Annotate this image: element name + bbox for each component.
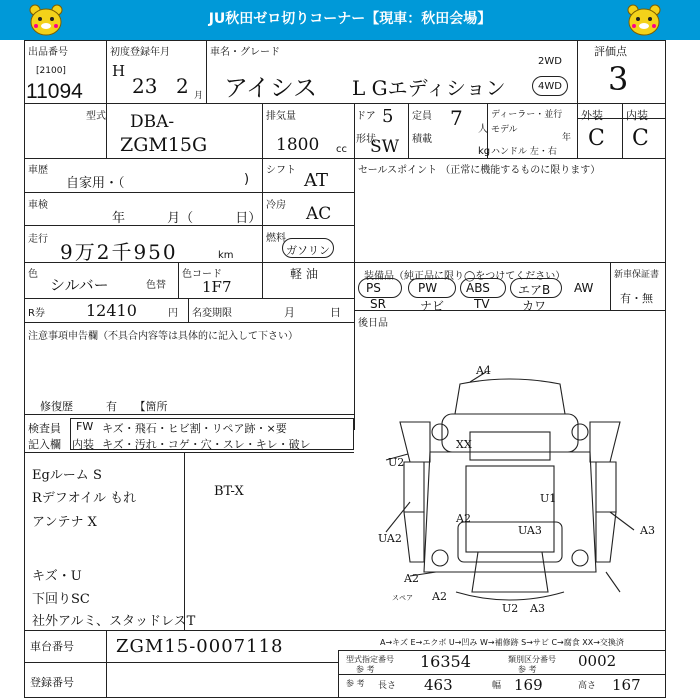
color-code-value: 1F7 — [202, 278, 232, 296]
grid-line — [354, 310, 666, 311]
inspector-prefix: FW — [76, 420, 94, 433]
width-label: 幅 — [492, 681, 502, 691]
grid-line — [24, 103, 666, 104]
chassis-label: 車台番号 — [30, 640, 74, 653]
grid-line — [206, 40, 207, 103]
inspection-value: 年 月（ 日） — [112, 211, 262, 226]
capacity-value: 7 — [450, 106, 463, 130]
equipment-aw: AW — [574, 281, 594, 295]
equipment-navi: ナビ — [420, 299, 445, 313]
grid-line — [24, 452, 354, 453]
fuel-gasoline: ガソリン — [286, 244, 330, 257]
damage-mark: A4 — [476, 364, 491, 377]
class-category-label: 類別区分番号 — [508, 655, 556, 664]
note-line: キズ・U — [32, 569, 82, 584]
new-warranty-options: 有・無 — [620, 292, 653, 305]
spare-label: スペア — [392, 594, 413, 602]
damage-mark: A2 — [404, 572, 419, 585]
month-unit: 月 — [194, 91, 204, 101]
mileage-unit: km — [218, 250, 234, 261]
name-change-month: 月 — [284, 306, 295, 319]
damage-mark: U2 — [388, 456, 405, 469]
reg-label: 登録番号 — [30, 676, 74, 689]
interior-label: 内装 — [626, 109, 648, 122]
width-value: 169 — [514, 676, 543, 694]
shape-label: 形状 — [356, 134, 376, 145]
grid-line — [24, 192, 354, 193]
chassis-value: ZGM15-0007118 — [116, 636, 284, 657]
grid-line — [262, 103, 263, 158]
color-swap-label: 色替 — [146, 280, 166, 291]
damage-mark: U2 — [502, 602, 519, 615]
damage-mark: A3 — [640, 524, 655, 537]
car-name: アイシス — [224, 74, 318, 102]
inspection-label: 車検 — [28, 200, 48, 211]
grid-line — [338, 674, 666, 675]
loadcap-label: 積載 — [412, 134, 432, 145]
note-line: アンテナ X — [32, 515, 97, 530]
name-change-day: 日 — [330, 306, 341, 319]
grid-line — [577, 40, 578, 158]
car-condition-diagram — [370, 362, 660, 624]
handle-label: ハンドル 左・右 — [491, 147, 557, 157]
doors-value: 5 — [382, 106, 394, 127]
type-designation-label: 型式指定番号 — [346, 655, 394, 664]
first-registration-month: 2 — [176, 74, 189, 98]
color-label: 色 — [28, 269, 38, 280]
grid-line — [24, 322, 354, 323]
inspector-box — [70, 418, 354, 450]
damage-mark: UA2 — [378, 532, 402, 545]
recycle-value: 12410 — [86, 301, 137, 320]
loadcap-unit: kg — [478, 146, 491, 157]
grid-line — [354, 262, 666, 263]
grid-line — [408, 103, 409, 158]
exterior-value: C — [588, 126, 605, 151]
length-label: 長さ — [378, 681, 397, 691]
note-line: 社外アルミ、スタッドレスT — [32, 614, 196, 629]
damage-mark: A3 — [530, 602, 545, 615]
rear-seat-label: 後日品 — [358, 318, 388, 329]
dealer-label: ディーラー・並行 — [491, 110, 563, 120]
new-warranty-label: 新車保証書 — [614, 270, 660, 280]
grid-line — [610, 262, 611, 310]
model-code: ZGM15G — [120, 134, 208, 156]
grid-line — [24, 158, 666, 159]
grid-line — [24, 414, 354, 415]
grid-line — [24, 662, 338, 663]
drive-2wd: 2WD — [538, 56, 562, 67]
aircon-label: 冷房 — [266, 200, 286, 211]
shape-value: SW — [370, 137, 400, 157]
equipment-pw: PW — [418, 281, 438, 295]
lot-number-label: 出品番号 — [28, 47, 68, 58]
inspector-label: 検査員 — [28, 422, 61, 435]
displacement-label: 排気量 — [266, 111, 296, 122]
fuel-gasoline-circle — [282, 238, 334, 258]
color-value: シルバー — [50, 276, 109, 294]
car-name-grade-label: 車名・グレード — [210, 47, 280, 58]
class-category-value: 0002 — [578, 652, 617, 670]
grid-line — [106, 630, 107, 698]
fuel-diesel: 軽 油 — [290, 267, 318, 281]
banner-title: JU秋田ゼロ切りコーナー【現車：秋田会場】 — [208, 11, 492, 27]
history-value: 自家用・（ — [66, 176, 125, 191]
note-side: BT-X — [214, 484, 244, 499]
reference-label: 参 考 — [356, 665, 375, 674]
damage-mark-in-car: UA3 — [518, 524, 542, 537]
height-label: 高さ — [578, 681, 597, 691]
height-value: 167 — [612, 676, 641, 694]
equipment-tv: TV — [474, 297, 490, 311]
grid-line — [262, 158, 263, 298]
damage-mark: A2 — [456, 512, 471, 525]
damage-mark: A2 — [432, 590, 447, 603]
repair-label: 修復歴 — [40, 400, 73, 413]
car-grade: L Gエディション — [352, 76, 506, 100]
reference-label: 参 考 — [518, 665, 537, 674]
type-designation-value: 16354 — [420, 652, 471, 671]
grid-line — [338, 650, 666, 651]
first-registration-label: 初度登録年月 — [110, 47, 170, 58]
capacity-label: 定員 — [412, 111, 432, 122]
sales-point-label: セールスポイント （正常に機能するものに限ります） — [358, 165, 601, 176]
score-label: 評価点 — [594, 45, 627, 58]
bear-logo-icon — [28, 4, 64, 36]
cc-unit: cc — [336, 144, 347, 155]
color-code-label: 色コード — [182, 269, 222, 280]
history-label: 車歴 — [28, 165, 48, 176]
grid-line — [188, 298, 189, 322]
repair-status: 有 【箇所 — [106, 400, 168, 413]
grid-line — [354, 103, 355, 430]
note-line: Rデフオイル もれ — [32, 491, 137, 506]
bear-logo-icon — [626, 4, 662, 36]
notes-label: 注意事項申告欄（不具合内容等は具体的に記入して下さい） — [28, 331, 298, 342]
equipment-airbag-circle — [510, 278, 562, 298]
mileage-label: 走行 — [28, 234, 48, 245]
recycle-label: R券 — [28, 308, 45, 319]
equipment-abs: ABS — [466, 281, 490, 295]
shift-label: シフト — [266, 165, 296, 176]
model-year-label: モデル — [491, 125, 518, 135]
equipment-label: 装備品（純正品に限り◯をつけてください） — [364, 271, 566, 282]
recycle-unit: 円 — [168, 308, 178, 319]
equipment-sr: SR — [370, 297, 386, 311]
note-line: Egルーム S — [32, 468, 102, 483]
displacement-value: 1800 — [276, 135, 320, 155]
entry-prefix: 内装 — [72, 438, 94, 451]
equipment-leather: カワ — [522, 299, 547, 313]
grid-line — [24, 298, 354, 299]
grid-line — [24, 630, 666, 631]
grid-line — [622, 103, 623, 158]
capacity-unit: 人 — [478, 124, 488, 135]
aircon-value: AC — [306, 204, 332, 224]
doors-label: ドア — [356, 111, 376, 122]
equipment-ps: PS — [366, 281, 381, 295]
reference-label: 参 考 — [346, 679, 365, 688]
drive-4wd: 4WD — [538, 81, 562, 92]
equipment-airbag: エアB — [518, 283, 551, 297]
equipment-ps-circle — [358, 278, 402, 298]
model-label: 型式 — [86, 111, 106, 122]
drive-4wd-circle — [532, 76, 568, 96]
length-value: 463 — [424, 676, 453, 694]
era-value: H — [112, 62, 126, 80]
entry-items: キズ・汚れ・コゲ・穴・スレ・キレ・破レ — [102, 438, 311, 451]
interior-value: C — [632, 126, 649, 151]
lot-number: 11094 — [26, 80, 83, 103]
equipment-abs-circle — [460, 278, 506, 298]
grid-line — [106, 40, 107, 158]
model-prefix: DBA- — [130, 112, 175, 132]
grid-line — [184, 452, 185, 630]
score-value: 3 — [608, 60, 629, 98]
note-line: 下回りSC — [32, 592, 90, 607]
lot-code: [2100] — [36, 66, 66, 76]
name-change-label: 名変期限 — [192, 308, 232, 319]
fuel-label: 燃料 — [266, 233, 286, 244]
first-registration-year: 23 — [132, 74, 158, 98]
damage-mark: XX — [456, 438, 472, 451]
grid-line — [178, 262, 179, 298]
entry-label: 記入欄 — [28, 438, 61, 451]
equipment-pw-circle — [408, 278, 456, 298]
exterior-label: 外装 — [581, 109, 603, 122]
shift-value: AT — [304, 170, 329, 191]
inspector-items: キズ・飛石・ヒビ割・リペア跡・×要 — [102, 422, 287, 435]
legend: A→キズ E→エクボ U→凹み W→補修跡 S→サビ C→腐食 XX→交換済 — [380, 638, 624, 647]
damage-mark: U1 — [540, 492, 557, 505]
year-unit: 年 — [562, 133, 572, 143]
mileage-value: 9万2千950 — [60, 240, 178, 264]
